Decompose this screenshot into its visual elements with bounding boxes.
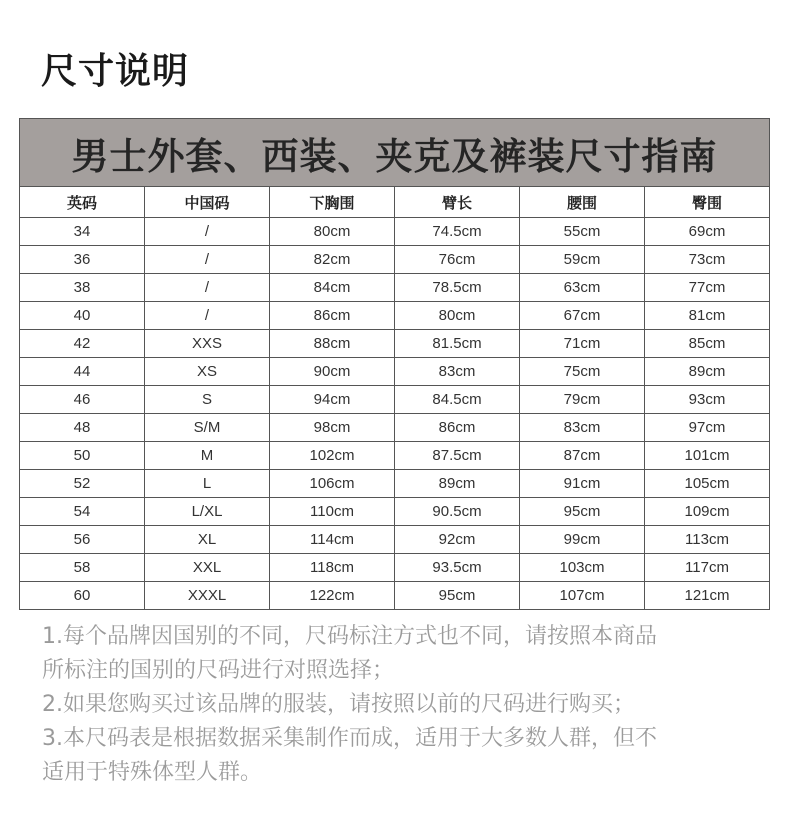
cell-chest: 114cm — [270, 526, 395, 554]
cell-waist: 91cm — [520, 470, 645, 498]
cell-hip: 77cm — [645, 274, 770, 302]
cell-hip: 93cm — [645, 386, 770, 414]
table-row — [20, 358, 770, 386]
cell-cn-size: / — [145, 274, 270, 302]
cell-chest: 106cm — [270, 470, 395, 498]
cell-cn-size: XL — [145, 526, 270, 554]
cell-uk-size: 60 — [20, 582, 145, 610]
note-line: 1.每个品牌因国别的不同，尺码标注方式也不同，请按照本商品 — [42, 624, 657, 649]
header-uk-size: 英码 — [20, 187, 145, 218]
cell-hip: 97cm — [645, 414, 770, 442]
cell-cn-size: L — [145, 470, 270, 498]
table-row — [20, 246, 770, 274]
cell-waist: 79cm — [520, 386, 645, 414]
cell-hip: 73cm — [645, 246, 770, 274]
cell-cn-size: XXXL — [145, 582, 270, 610]
cell-chest: 118cm — [270, 554, 395, 582]
cell-chest: 86cm — [270, 302, 395, 330]
cell-hip: 117cm — [645, 554, 770, 582]
cell-chest: 102cm — [270, 442, 395, 470]
table-row — [20, 554, 770, 582]
table-row — [20, 470, 770, 498]
cell-hip: 113cm — [645, 526, 770, 554]
table-row — [20, 442, 770, 470]
cell-hip: 85cm — [645, 330, 770, 358]
cell-cn-size: / — [145, 246, 270, 274]
header-hip: 臀围 — [645, 187, 770, 218]
cell-cn-size: S/M — [145, 414, 270, 442]
cell-hip: 121cm — [645, 582, 770, 610]
cell-uk-size: 46 — [20, 386, 145, 414]
cell-waist: 67cm — [520, 302, 645, 330]
cell-arm-length: 81.5cm — [395, 330, 520, 358]
cell-arm-length: 93.5cm — [395, 554, 520, 582]
note-line: 3.本尺码表是根据数据采集制作而成，适用于大多数人群，但不 — [42, 726, 657, 751]
note-line: 所标注的国别的尺码进行对照选择； — [42, 658, 395, 683]
cell-waist: 95cm — [520, 498, 645, 526]
cell-waist: 99cm — [520, 526, 645, 554]
cell-chest: 98cm — [270, 414, 395, 442]
cell-arm-length: 76cm — [395, 246, 520, 274]
cell-chest: 94cm — [270, 386, 395, 414]
cell-uk-size: 40 — [20, 302, 145, 330]
cell-uk-size: 58 — [20, 554, 145, 582]
cell-hip: 69cm — [645, 218, 770, 246]
cell-arm-length: 90.5cm — [395, 498, 520, 526]
header-cn-size: 中国码 — [145, 187, 270, 218]
cell-chest: 88cm — [270, 330, 395, 358]
cell-chest: 122cm — [270, 582, 395, 610]
note-line: 适用于特殊体型人群。 — [42, 760, 263, 785]
table-row — [20, 218, 770, 246]
cell-cn-size: M — [145, 442, 270, 470]
cell-arm-length: 83cm — [395, 358, 520, 386]
header-chest: 下胸围 — [270, 187, 395, 218]
cell-uk-size: 38 — [20, 274, 145, 302]
table-banner: 男士外套、西装、夹克及裤装尺寸指南 — [20, 119, 770, 187]
cell-waist: 83cm — [520, 414, 645, 442]
cell-hip: 89cm — [645, 358, 770, 386]
cell-arm-length: 78.5cm — [395, 274, 520, 302]
cell-uk-size: 54 — [20, 498, 145, 526]
header-arm-length: 臂长 — [395, 187, 520, 218]
cell-waist: 55cm — [520, 218, 645, 246]
cell-waist: 107cm — [520, 582, 645, 610]
cell-uk-size: 34 — [20, 218, 145, 246]
cell-uk-size: 56 — [20, 526, 145, 554]
cell-chest: 90cm — [270, 358, 395, 386]
cell-hip: 81cm — [645, 302, 770, 330]
cell-waist: 87cm — [520, 442, 645, 470]
cell-uk-size: 52 — [20, 470, 145, 498]
cell-arm-length: 92cm — [395, 526, 520, 554]
cell-cn-size: XS — [145, 358, 270, 386]
cell-chest: 82cm — [270, 246, 395, 274]
cell-uk-size: 42 — [20, 330, 145, 358]
table-row — [20, 414, 770, 442]
cell-arm-length: 86cm — [395, 414, 520, 442]
cell-waist: 103cm — [520, 554, 645, 582]
table-row — [20, 526, 770, 554]
size-chart-table — [19, 118, 770, 610]
cell-arm-length: 84.5cm — [395, 386, 520, 414]
cell-arm-length: 80cm — [395, 302, 520, 330]
cell-cn-size: L/XL — [145, 498, 270, 526]
cell-arm-length: 74.5cm — [395, 218, 520, 246]
cell-waist: 75cm — [520, 358, 645, 386]
cell-chest: 84cm — [270, 274, 395, 302]
table-body — [20, 218, 770, 610]
cell-arm-length: 89cm — [395, 470, 520, 498]
table-row — [20, 498, 770, 526]
cell-uk-size: 50 — [20, 442, 145, 470]
cell-waist: 71cm — [520, 330, 645, 358]
cell-arm-length: 95cm — [395, 582, 520, 610]
table-row — [20, 386, 770, 414]
cell-uk-size: 44 — [20, 358, 145, 386]
header-waist: 腰围 — [520, 187, 645, 218]
cell-hip: 105cm — [645, 470, 770, 498]
cell-uk-size: 48 — [20, 414, 145, 442]
cell-waist: 59cm — [520, 246, 645, 274]
table-row — [20, 582, 770, 610]
page-title: 尺寸说明 — [41, 51, 190, 92]
table-header-row — [20, 187, 770, 218]
cell-uk-size: 36 — [20, 246, 145, 274]
table-row — [20, 330, 770, 358]
cell-cn-size: / — [145, 218, 270, 246]
size-notes — [42, 620, 762, 790]
cell-chest: 80cm — [270, 218, 395, 246]
cell-hip: 101cm — [645, 442, 770, 470]
note-line: 2.如果您购买过该品牌的服装，请按照以前的尺码进行购买； — [42, 692, 635, 717]
cell-hip: 109cm — [645, 498, 770, 526]
cell-waist: 63cm — [520, 274, 645, 302]
cell-cn-size: XXS — [145, 330, 270, 358]
cell-cn-size: / — [145, 302, 270, 330]
cell-chest: 110cm — [270, 498, 395, 526]
cell-arm-length: 87.5cm — [395, 442, 520, 470]
cell-cn-size: XXL — [145, 554, 270, 582]
table-row — [20, 302, 770, 330]
cell-cn-size: S — [145, 386, 270, 414]
table-row — [20, 274, 770, 302]
